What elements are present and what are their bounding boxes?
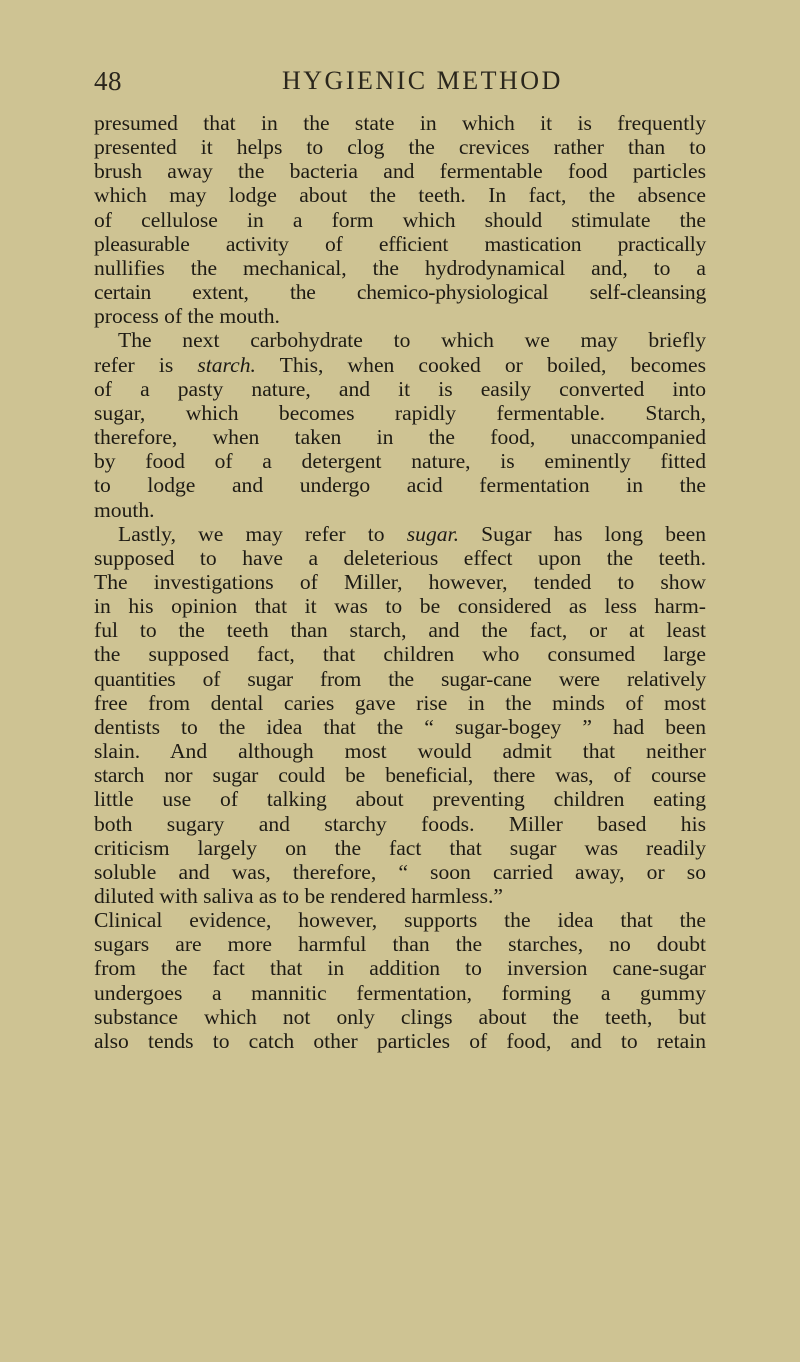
- text-line: The next carbohydrate to which we may briefly: [118, 328, 706, 353]
- text-line: of cellulose in a form which should stimulate the: [94, 207, 706, 232]
- running-head: HYGIENIC METHOD: [282, 66, 563, 95]
- text-line: from the fact that in addition to inversion cane-sugar: [94, 956, 706, 981]
- italic-term-sugar: sugar.: [406, 521, 459, 546]
- text-line: sugar, which becomes rapidly fermentable. Starch,: [94, 400, 706, 425]
- text-line: certain extent, the chemico-physiological self-cleansing: [94, 280, 706, 305]
- text-line: by food of a detergent nature, is eminently fitted: [94, 449, 706, 474]
- text-line: presented it helps to clog the crevices rather than to: [94, 135, 706, 160]
- text-line: also tends to catch other particles of food, and to retain: [94, 1028, 706, 1053]
- text-fragment: This, when cooked or boiled, becomes: [255, 352, 706, 377]
- text-line: of a pasty nature, and it is easily converted into: [94, 376, 706, 401]
- text-line: Clinical evidence, however, supports the idea that the: [94, 908, 706, 933]
- text-line: brush away the bacteria and fermentable food particles: [94, 159, 706, 184]
- page-number: 48: [94, 66, 122, 96]
- text-line: little use of talking about preventing children eating: [94, 787, 706, 812]
- page-header: [94, 66, 714, 100]
- text-line: nullifies the mechanical, the hydrodynamical and, to a: [94, 255, 706, 280]
- text-line: quantities of sugar from the sugar-cane were relatively: [94, 666, 706, 691]
- text-line: starch nor sugar could be beneficial, there was, of course: [94, 763, 706, 788]
- text-line: pleasurable activity of efficient mastication practically: [94, 231, 706, 256]
- text-line: supposed to have a deleterious effect upon the teeth.: [94, 545, 706, 570]
- text-line: sugars are more harmful than the starches, no doubt: [94, 932, 706, 957]
- text-line: The investigations of Miller, however, tended to show: [94, 569, 706, 594]
- text-line: criticism largely on the fact that sugar was readily: [94, 835, 706, 860]
- text-line: slain. And although most would admit that neither: [94, 739, 706, 764]
- text-line: [94, 522, 706, 546]
- text-line: which may lodge about the teeth. In fact, the absence: [94, 183, 706, 208]
- text-line: mouth.: [94, 497, 155, 522]
- text-line: presumed that in the state in which it is frequently: [94, 111, 706, 135]
- text-line: process of the mouth.: [94, 304, 280, 329]
- text-line: therefore, when taken in the food, unaccompanied: [94, 425, 706, 450]
- text-line: to lodge and undergo acid fermentation in the: [94, 473, 706, 498]
- text-fragment: Sugar has long been: [458, 521, 706, 546]
- text-line: the supposed fact, that children who consumed large: [94, 642, 706, 667]
- body-text: [94, 111, 706, 1053]
- text-line: ful to the teeth than starch, and the fact, or at least: [94, 618, 706, 643]
- text-line: diluted with saliva as to be rendered harmless.”: [94, 884, 503, 908]
- text-line: substance which not only clings about the teeth, but: [94, 1004, 706, 1029]
- text-line: in his opinion that it was to be considered as less harm-: [94, 594, 706, 619]
- text-line: both sugary and starchy foods. Miller based his: [94, 811, 706, 836]
- text-fragment: Lastly, we may refer to: [118, 521, 407, 546]
- text-line: free from dental caries gave rise in the minds of most: [94, 690, 706, 715]
- italic-term-starch: starch.: [197, 352, 256, 377]
- text-line: [94, 353, 706, 377]
- text-fragment: refer is: [94, 352, 198, 377]
- text-line: soluble and was, therefore, “ soon carried away, or so: [94, 859, 706, 884]
- text-line: undergoes a mannitic fermentation, forming a gummy: [94, 980, 706, 1005]
- text-line: dentists to the idea that the “ sugar-bogey ” had been: [94, 714, 706, 739]
